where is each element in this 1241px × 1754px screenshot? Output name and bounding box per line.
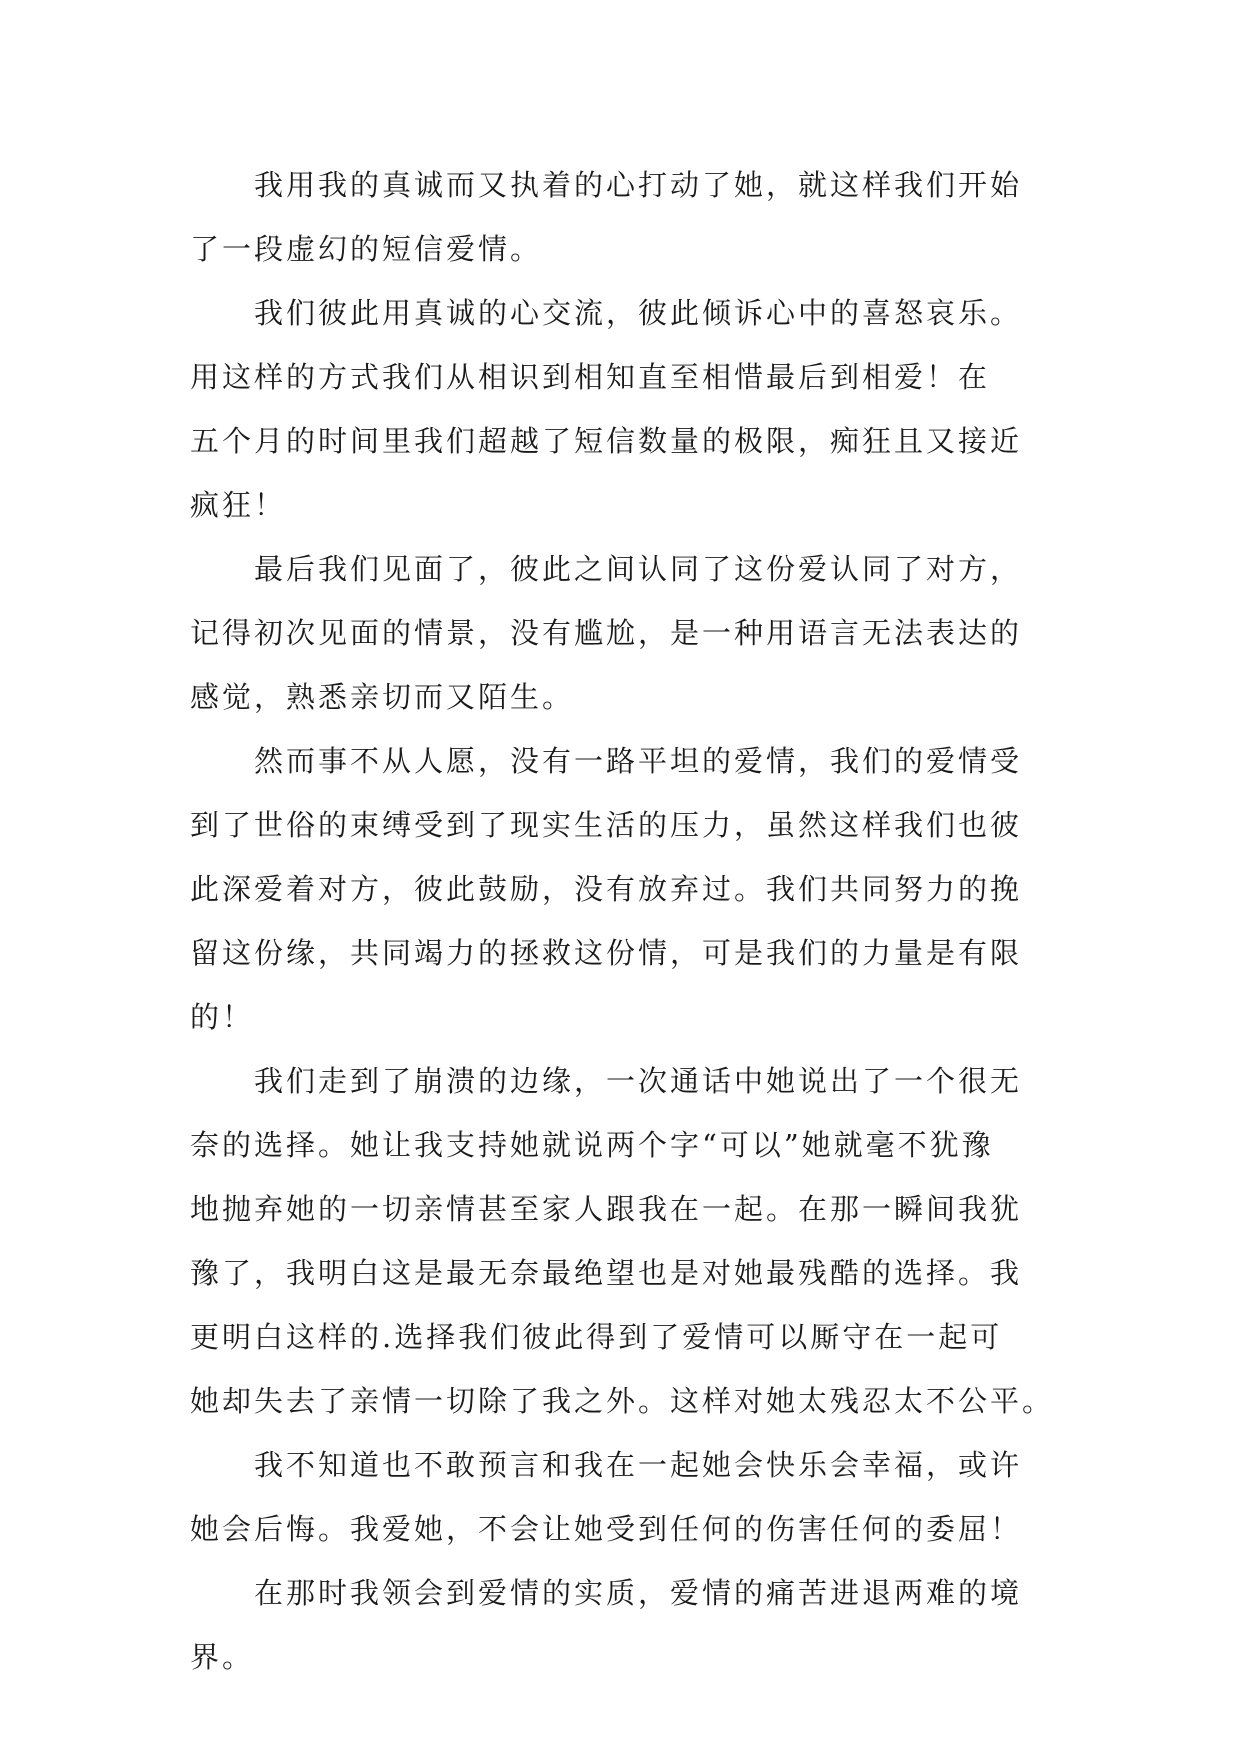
paragraph-line: 感觉，熟悉亲切而又陌生。 (190, 680, 575, 714)
paragraph-5 (190, 1049, 1190, 1433)
paragraph-line: 豫了，我明白这是最无奈最绝望也是对她最残酷的选择。我 (190, 1256, 1023, 1290)
paragraph-line: 然而事不从人愿，没有一路平坦的爱情，我们的爱情受 (254, 744, 1023, 778)
paragraph-line: 到了世俗的束缚受到了现实生活的压力，虽然这样我们也彼 (190, 808, 1023, 842)
paragraph-2 (190, 281, 1190, 537)
paragraph-7 (190, 1561, 1190, 1689)
paragraph-line: 奈的选择。她让我支持她就说两个字“可以”她就毫不犹豫 (190, 1128, 994, 1162)
paragraph-line: 了一段虚幻的短信爱情。 (190, 232, 543, 266)
paragraph-3 (190, 537, 1190, 729)
paragraph-line: 更明白这样的.选择我们彼此得到了爱情可以厮守在一起可 (190, 1320, 1003, 1354)
paragraph-line: 我们走到了崩溃的边缘，一次通话中她说出了一个很无 (254, 1064, 1023, 1098)
paragraph-line: 她却失去了亲情一切除了我之外。这样对她太残忍太不公平。 (190, 1384, 1055, 1418)
paragraph-1 (190, 153, 1190, 281)
paragraph-line: 我用我的真诚而又执着的心打动了她，就这样我们开始 (254, 168, 1023, 202)
paragraph-line: 我们彼此用真诚的心交流，彼此倾诉心中的喜怒哀乐。 (254, 296, 1023, 330)
document-body (190, 153, 1190, 1689)
paragraph-line: 记得初次见面的情景，没有尴尬，是一种用语言无法表达的 (190, 616, 1023, 650)
paragraph-line: 在那时我领会到爱情的实质，爱情的痛苦进退两难的境 (254, 1576, 1023, 1610)
paragraph-line: 我不知道也不敢预言和我在一起她会快乐会幸福，或许 (254, 1448, 1023, 1482)
paragraph-4 (190, 729, 1190, 1049)
paragraph-line: 五个月的时间里我们超越了短信数量的极限，痴狂且又接近 (190, 424, 1023, 458)
paragraph-line: 疯狂！ (190, 488, 287, 522)
paragraph-6 (190, 1433, 1190, 1561)
paragraph-line: 留这份缘，共同竭力的拯救这份情，可是我们的力量是有限 (190, 936, 1023, 970)
paragraph-line: 此深爱着对方，彼此鼓励，没有放弃过。我们共同努力的挽 (190, 872, 1023, 906)
paragraph-line: 界。 (190, 1640, 255, 1674)
paragraph-line: 用这样的方式我们从相识到相知直至相惜最后到相爱！在 (190, 360, 991, 394)
paragraph-line: 她会后悔。我爱她，不会让她受到任何的伤害任何的委屈！ (190, 1512, 1023, 1546)
paragraph-line: 最后我们见面了，彼此之间认同了这份爱认同了对方， (254, 552, 1023, 586)
paragraph-line: 地抛弃她的一切亲情甚至家人跟我在一起。在那一瞬间我犹 (190, 1192, 1023, 1226)
paragraph-line: 的！ (190, 1000, 255, 1034)
